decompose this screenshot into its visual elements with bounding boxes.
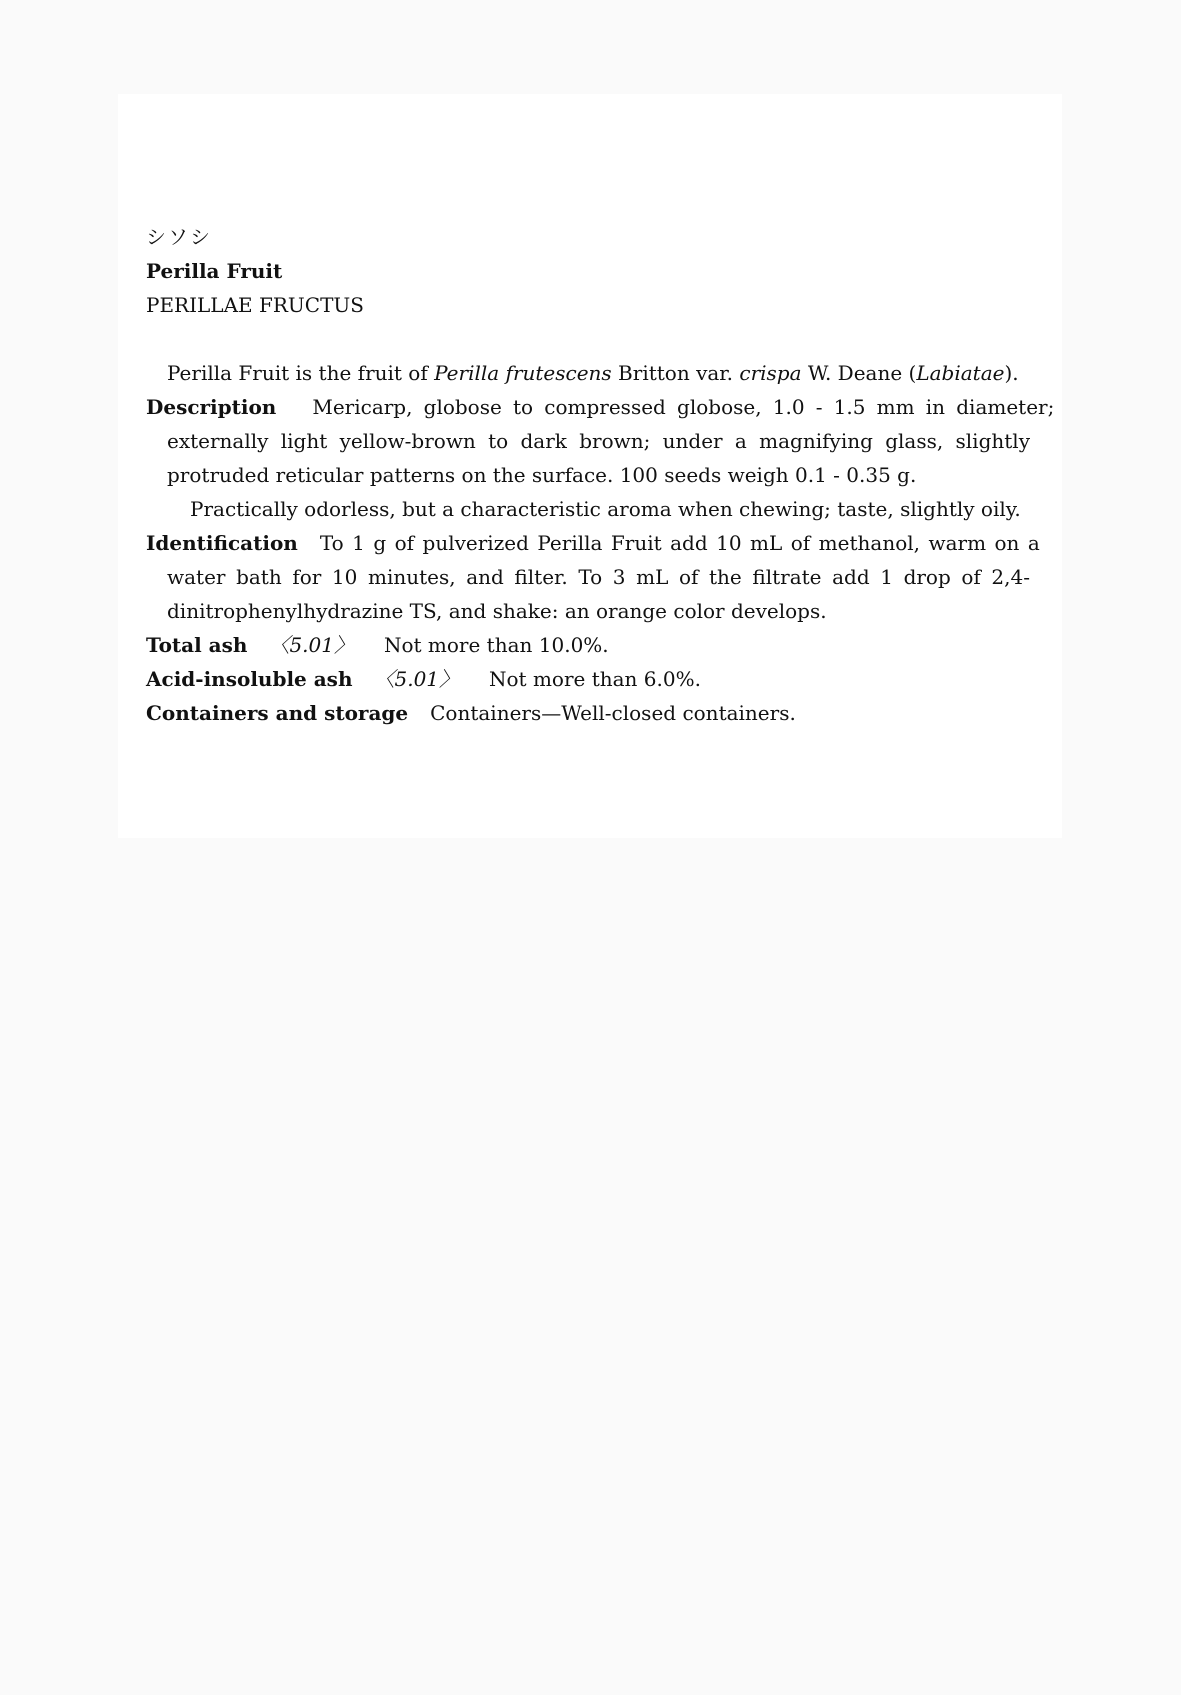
description-text: externally light yellow-brown to dark brown; under a magnifying glass, slightly — [167, 429, 1030, 453]
acid-insoluble-ash-line — [146, 662, 1030, 696]
identification-text: To 1 g of pulverized Perilla Fruit add 10 mL of methanol, warm on a — [319, 531, 1040, 555]
document-page — [118, 94, 1062, 838]
spacer — [146, 322, 1030, 356]
identification-section — [146, 526, 1040, 628]
description-line — [146, 424, 1030, 458]
identification-text: water bath for 10 minutes, and filter. To 3 mL of the filtrate add 1 drop of 2,4- — [167, 565, 1030, 589]
total-ash-line — [146, 628, 1030, 662]
identification-text: dinitrophenylhydrazine TS, and shake: an orange color develops. — [167, 599, 827, 623]
english-title: Perilla Fruit — [146, 259, 283, 283]
description-section — [146, 390, 1055, 526]
identification-line — [146, 526, 1040, 560]
acid-insoluble-ash-label: Acid-insoluble ash — [146, 667, 353, 691]
test-method-reference: 〈5.01〉 — [269, 633, 354, 657]
intro-paragraph — [146, 356, 1030, 390]
variety-name: crispa — [739, 361, 802, 385]
intro-text: W. Deane ( — [801, 361, 917, 385]
description-line — [146, 390, 1055, 424]
identification-label: Identification — [146, 531, 298, 555]
test-method-reference: 〈5.01〉 — [374, 667, 460, 691]
intro-text: ). — [1004, 361, 1019, 385]
description-text: Mericarp, globose to compressed globose, 1.0 - 1.5 mm in diameter; — [312, 395, 1055, 419]
description-text: protruded reticular patterns on the surface. 100 seeds weigh 0.1 - 0.35 g. — [167, 463, 917, 487]
description-text: Practically odorless, but a characteristic aroma when chewing; taste, slightly oily. — [190, 497, 1021, 521]
total-ash-label: Total ash — [146, 633, 248, 657]
intro-text: Perilla Fruit is the fruit of — [167, 361, 435, 385]
japanese-title: シソシ — [146, 225, 212, 249]
monograph-body — [146, 220, 1055, 730]
acid-insoluble-ash-text: Not more than 6.0%. — [489, 667, 701, 691]
latin-title: PERILLAE FRUCTUS — [146, 293, 364, 317]
total-ash-text: Not more than 10.0%. — [383, 633, 609, 657]
containers-text: Containers—Well-closed containers. — [430, 701, 796, 725]
identification-line — [146, 560, 1030, 594]
containers-label: Containers and storage — [146, 701, 409, 725]
family-name: Labiatae — [916, 361, 1005, 385]
intro-text: Britton var. — [611, 361, 740, 385]
description-label: Description — [146, 395, 277, 419]
containers-line — [146, 696, 1030, 730]
species-name: Perilla frutescens — [434, 361, 612, 385]
